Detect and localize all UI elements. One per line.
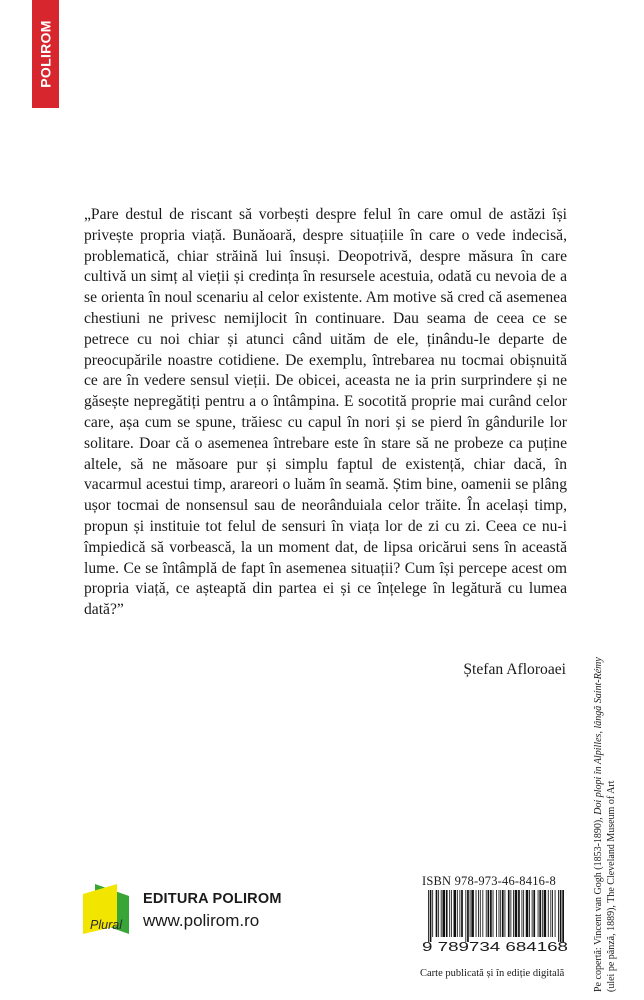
barcode-bar <box>550 890 551 937</box>
barcode-bar <box>548 890 549 937</box>
barcode-bar <box>457 890 458 937</box>
quote-author: Ștefan Afloroaei <box>463 661 566 678</box>
cover-credit-line-1 <box>592 548 605 992</box>
isbn-number: ISBN 978-973-46-8416-8 <box>422 874 556 888</box>
barcode-bar <box>505 890 506 937</box>
barcode-bar <box>552 890 553 937</box>
cover-credit-details: (ulei pe pânză, 1889), The Cleveland Museum of Art <box>606 780 617 992</box>
cover-credit <box>592 548 632 992</box>
barcode-bar <box>513 890 514 937</box>
barcode-bar <box>558 890 559 942</box>
barcode-bar <box>562 890 564 942</box>
barcode-bar <box>454 890 457 937</box>
barcode-bar <box>446 890 448 937</box>
barcode-bar <box>470 890 471 937</box>
barcode-bar <box>529 890 530 937</box>
digital-edition-note: Carte publicată și în ediție digitală <box>420 968 565 979</box>
barcode-bar <box>544 890 547 937</box>
barcode-bar <box>538 890 539 937</box>
plural-logo-icon <box>83 882 131 936</box>
back-cover-quote: „Pare destul de riscant să vorbești despre felul în care omul de astăzi își privește propria viață. Bunăoară, despre situațiile în care o vede indecisă, problematică, chiar străină lui însuși. Deopotrivă, despre măsura în care cultivă un simț al vieții și credința în resursele acestuia, odată cu nevoia de a se orienta în noul scenariu al celor existente. Am motive să cred că asemenea chestiuni ne privesc nemijlocit în continuare. Dau seama de ceea ce se petrece cu noi chiar și atunci când uităm de ele, ținându-le departe de preocupările noastre cotidiene. De exemplu, întrebarea nu tocmai obișnuită ce are în vedere sensul vieții. De obicei, aceasta ne ia prin surprindere și ne găsește nepregătiți pentru a o întâmpina. E socotită proprie mai curând celor care, așa cum se spune, trăiesc cu capul în nori și se pierd în gândurile lor solitare. Doar că o asemenea întrebare este în stare să ne probeze ca puține altele, să ne măsoare pur și simplu faptul de existență, chiar dacă, în vacarmul acestui timp, arareori o luăm în seamă. Știm bine, oamenii se plâng ușor tocmai de nonsensul sau de neorânduiala celor trăite. În același timp, propun și instituie tot felul de sensuri în viața lor de zi cu zi. Ceea ce nu-i împiedică să vorbească, la un moment dat, de lipsa oricărui sens în această lume. Ce se întâmplă de fapt în asemenea situații? Cum își percepe acest om propria viață, ce așteaptă din partea ei și ce înțelege în legătură cu lumea dată?” <box>84 206 567 619</box>
barcode-digits: 9 789734 684168 <box>422 940 569 952</box>
barcode-bar <box>467 890 469 942</box>
barcode-bar <box>471 890 474 937</box>
barcode-bars <box>428 890 564 942</box>
barcode-bar <box>493 890 494 937</box>
barcode-bar <box>449 890 450 937</box>
barcode-bar <box>502 890 504 937</box>
barcode-bar <box>560 890 562 942</box>
barcode-bar <box>438 890 439 937</box>
barcode-bar <box>539 890 541 937</box>
barcode-bar <box>430 890 432 942</box>
barcode-bar <box>510 890 511 937</box>
barcode-bar <box>459 890 460 937</box>
plural-logo-text: Plural <box>90 918 122 932</box>
barcode-bar <box>486 890 487 937</box>
barcode <box>420 890 570 952</box>
publisher-name: EDITURA POLIROM <box>143 891 282 907</box>
barcode-bar <box>442 890 445 937</box>
barcode-bar <box>533 890 535 937</box>
barcode-bar <box>465 890 466 942</box>
barcode-bar <box>515 890 518 937</box>
barcode-bar <box>436 890 438 937</box>
barcode-bar <box>488 890 490 937</box>
cover-credit-title: Doi plopi în Alpilles, lângă Saint-Rémy <box>593 657 604 815</box>
barcode-bar <box>555 890 556 937</box>
barcode-bar <box>428 890 429 942</box>
barcode-bar <box>441 890 442 937</box>
cover-credit-prefix: Pe copertă: Vincent van Gogh (1853-1890), <box>593 817 604 992</box>
barcode-bar <box>499 890 500 937</box>
barcode-bar <box>482 890 483 937</box>
polirom-brand-tab <box>32 0 59 108</box>
barcode-bar <box>508 890 510 937</box>
barcode-bar <box>518 890 520 937</box>
barcode-bar <box>522 890 523 937</box>
barcode-bar <box>476 890 477 937</box>
publisher-url: www.polirom.ro <box>143 911 260 930</box>
barcode-bar <box>480 890 481 937</box>
barcode-bar <box>478 890 479 937</box>
barcode-bar <box>432 890 433 937</box>
barcode-bar <box>523 890 524 937</box>
barcode-bar <box>451 890 452 937</box>
barcode-bar <box>496 890 497 937</box>
barcode-bar <box>500 890 501 937</box>
barcode-bar <box>526 890 529 937</box>
barcode-bar <box>490 890 492 937</box>
barcode-bar <box>461 890 463 937</box>
barcode-bar <box>542 890 543 937</box>
barcode-bar <box>532 890 533 937</box>
polirom-brand-label: POLIROM <box>37 20 54 88</box>
